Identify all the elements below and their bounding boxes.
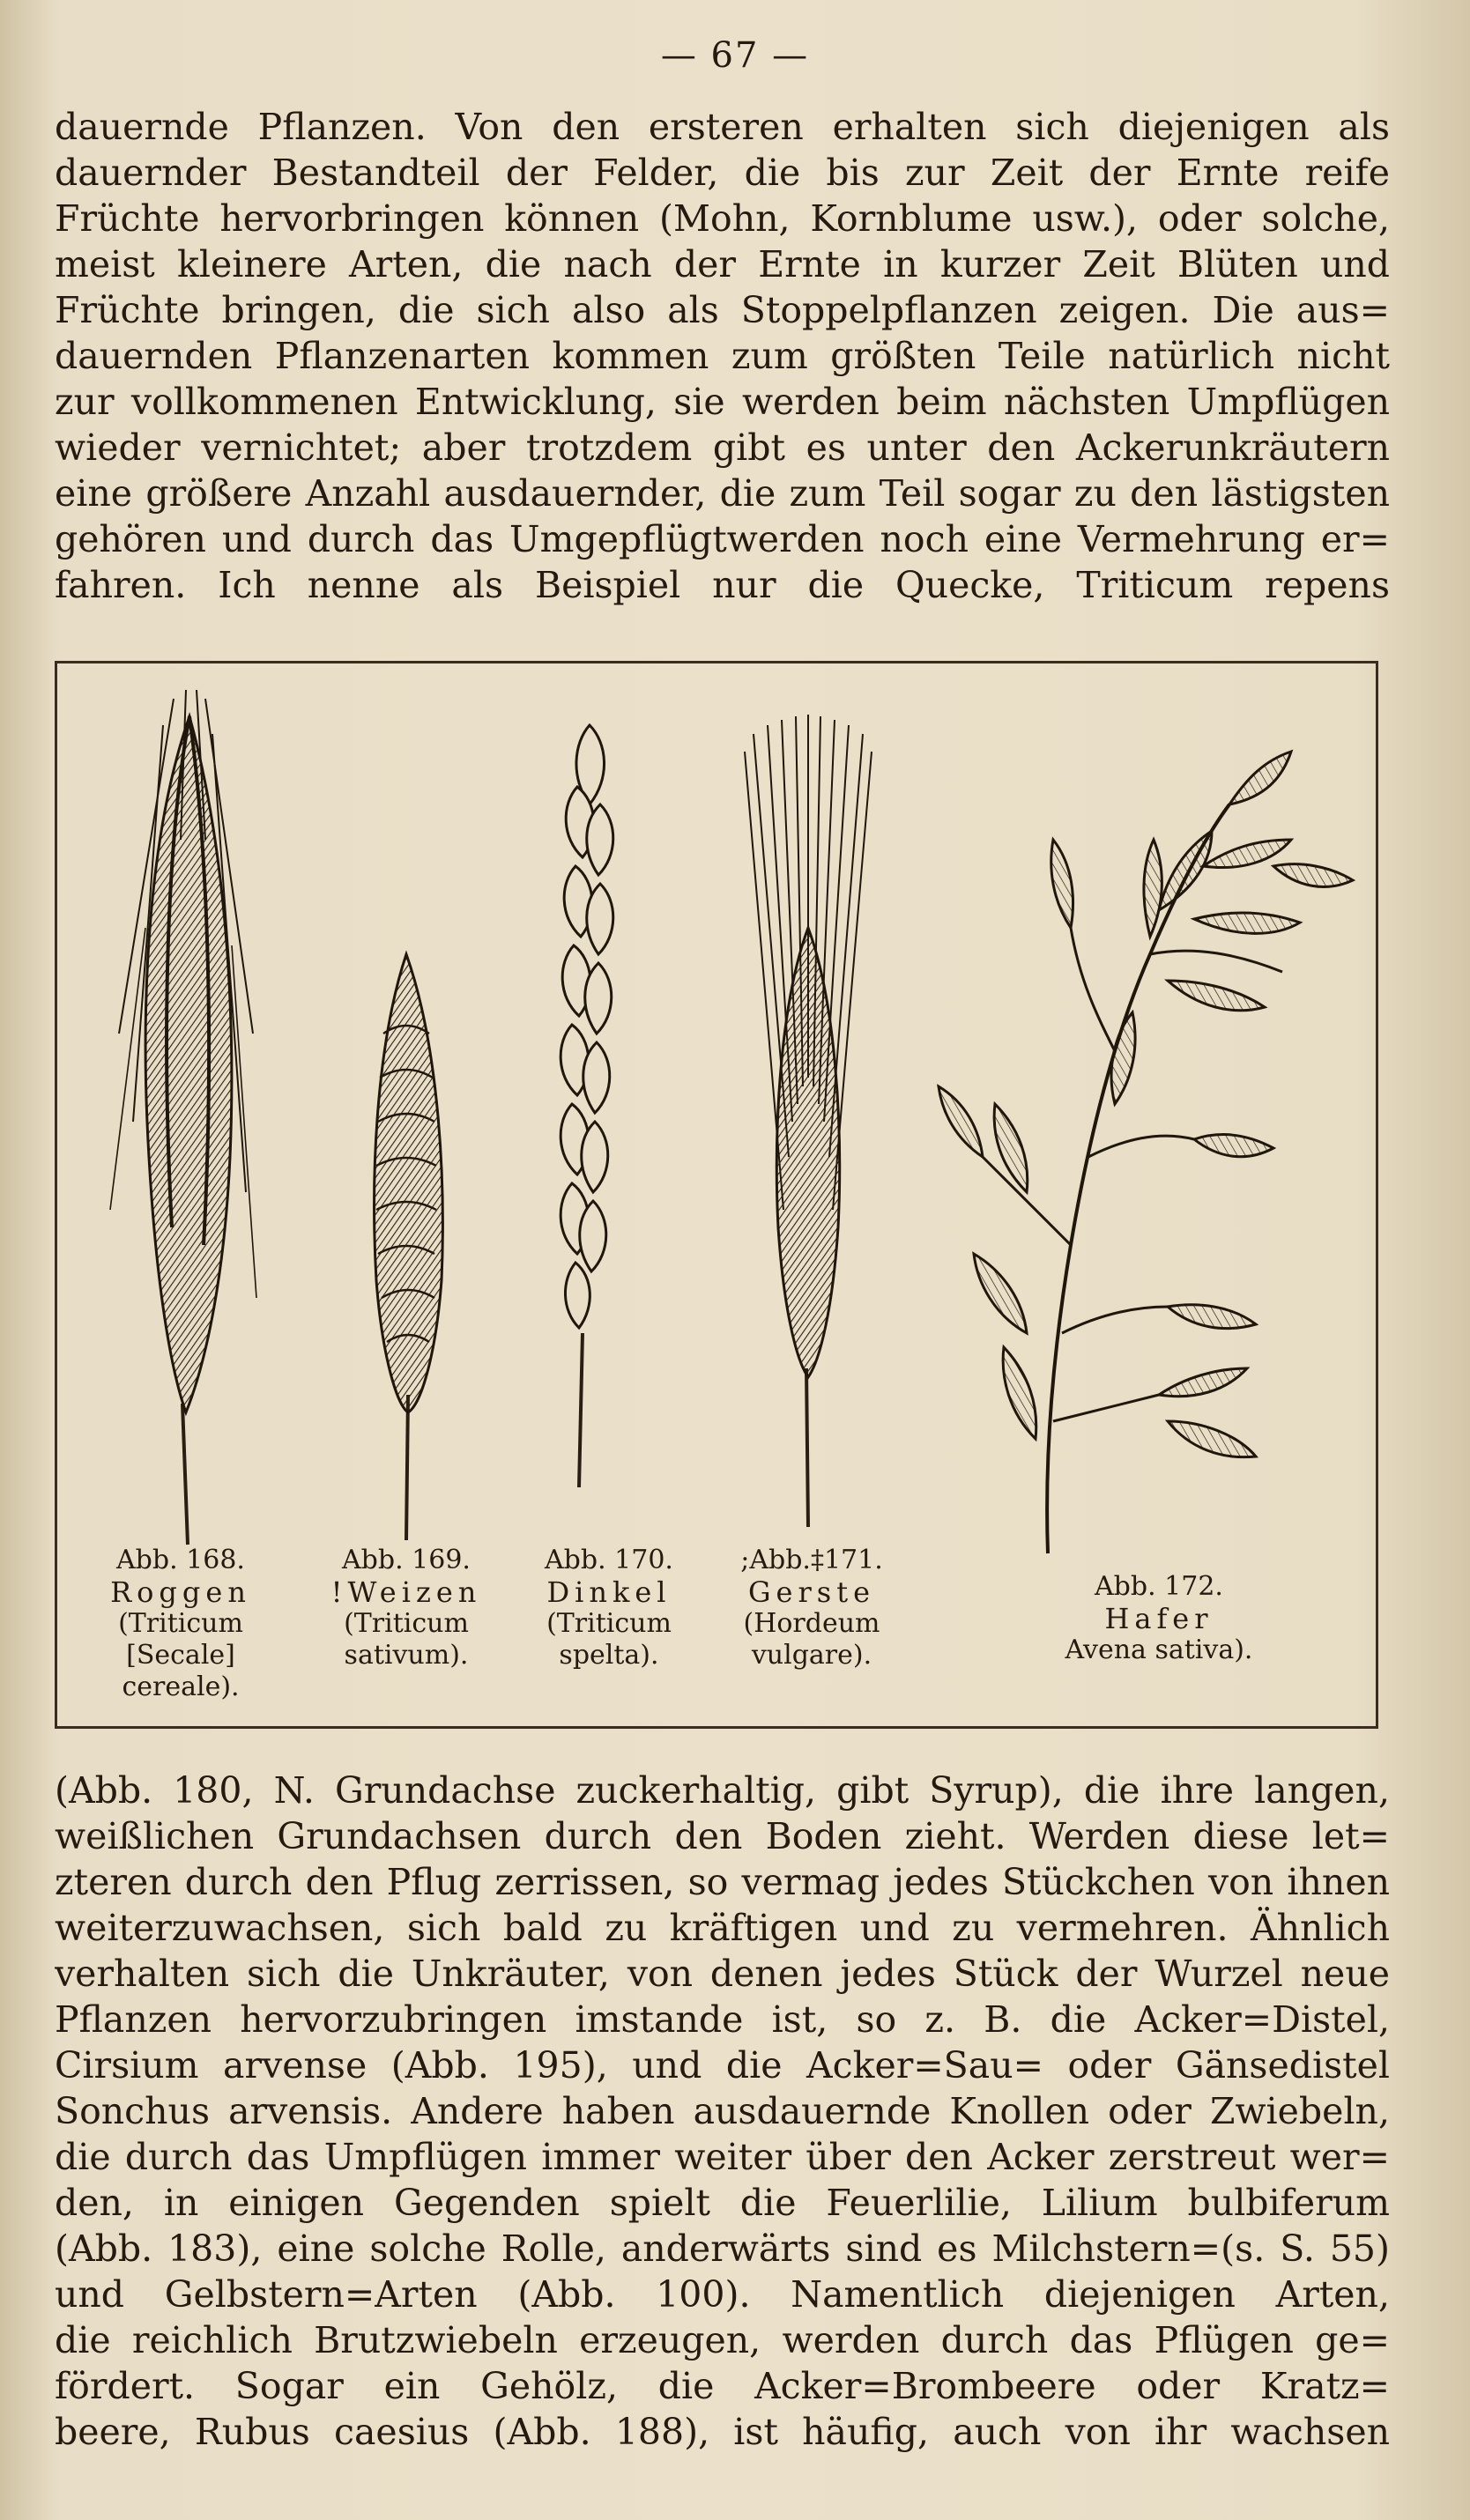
caption-latin: [Secale]	[126, 1640, 235, 1671]
text-line: zur vollkommenen Entwicklung, sie werden beim nächsten Umpflügen	[55, 381, 1390, 423]
barley-illustration	[745, 715, 872, 1527]
caption-rye	[93, 1545, 269, 1703]
caption-latin: spelta).	[559, 1640, 659, 1671]
caption-name: Roggen	[110, 1575, 251, 1609]
text-line: dauernde Pflanzen. Von den ersteren erhalten sich diejenigen als	[55, 106, 1390, 148]
text-line: dauernden Pflanzenarten kommen zum größten Teile natürlich nicht	[55, 335, 1390, 377]
caption-name: Dinkel	[546, 1575, 672, 1609]
text-line: beere, Rubus caesius (Abb. 188), ist häufig, auch von ihr wachsen	[55, 2411, 1390, 2453]
text-line: zteren durch den Pflug zerrissen, so vermag jedes Stückchen von ihnen	[55, 1861, 1390, 1903]
text-line: eine größere Anzahl ausdauernder, die zum Teil sogar zu den lästigsten	[55, 472, 1390, 515]
grain-figure	[55, 661, 1378, 1729]
caption-number: Abb. 170.	[545, 1545, 673, 1575]
text-line: Früchte bringen, die sich also als Stoppelpflanzen zeigen. Die aus=	[55, 289, 1390, 331]
text-line: wieder vernichtet; aber trotzdem gibt es unter den Ackerunkräutern	[55, 426, 1390, 469]
caption-latin: vulgare).	[751, 1640, 872, 1671]
text-line: Pflanzen hervorzubringen imstande ist, so z. B. die Acker=Distel,	[55, 1998, 1390, 2041]
caption-number: Abb. 168.	[116, 1545, 245, 1575]
caption-latin: (Triticum	[344, 1608, 469, 1639]
top-paragraph	[55, 104, 1390, 608]
page-number: — 67 —	[660, 35, 810, 76]
caption-name: Hafer	[1104, 1602, 1214, 1635]
text-line: die reichlich Brutzwiebeln erzeugen, werden durch das Pflügen ge=	[55, 2319, 1390, 2361]
caption-spelt	[521, 1545, 697, 1671]
caption-latin: sativum).	[344, 1640, 469, 1671]
caption-oat	[1044, 1571, 1273, 1666]
caption-barley	[724, 1545, 900, 1671]
text-line: fahren. Ich nenne als Beispiel nur die Quecke, Triticum repens	[55, 564, 1390, 606]
caption-number: Abb. 172.	[1095, 1571, 1223, 1602]
wheat-illustration	[375, 954, 443, 1540]
rye-illustration	[110, 690, 256, 1545]
text-line: dauernder Bestandteil der Felder, die bis zur Zeit der Ernte reife	[55, 152, 1390, 194]
text-line: den, in einigen Gegenden spielt die Feuerlilie, Lilium bulbiferum	[55, 2182, 1390, 2224]
text-line: Früchte hervorbringen können (Mohn, Kornblume usw.), oder solche,	[55, 197, 1390, 240]
caption-latin: (Hordeum	[743, 1608, 880, 1639]
text-line: meist kleinere Arten, die nach der Ernte in kurzer Zeit Blüten und	[55, 243, 1390, 285]
text-line: (Abb. 180, N. Grundachse zuckerhaltig, gibt Syrup), die ihre langen,	[55, 1769, 1390, 1812]
caption-name: Gerste	[747, 1575, 875, 1609]
text-line: Cirsium arvense (Abb. 195), und die Acker=Sau= oder Gänsedistel	[55, 2044, 1390, 2086]
text-line: und Gelbstern=Arten (Abb. 100). Namentlich diejenigen Arten,	[55, 2273, 1390, 2316]
caption-latin: (Triticum	[118, 1608, 243, 1639]
text-line: (Abb. 183), eine solche Rolle, anderwärts sind es Milchstern=(s. S. 55)	[55, 2227, 1390, 2270]
text-line: fördert. Sogar ein Gehölz, die Acker=Brombeere oder Kratz=	[55, 2365, 1390, 2407]
caption-latin: cereale).	[122, 1671, 240, 1702]
caption-name: !Weizen	[330, 1575, 482, 1609]
caption-number: ;Abb.‡171.	[740, 1545, 883, 1575]
caption-latin: (Triticum	[546, 1608, 672, 1639]
text-line: die durch das Umpflügen immer weiter über den Acker zerstreut wer=	[55, 2136, 1390, 2178]
bottom-paragraph	[55, 1768, 1390, 2455]
text-line: gehören und durch das Umgepflügtwerden noch eine Vermehrung er=	[55, 518, 1390, 560]
spelt-illustration	[561, 725, 613, 1487]
text-line: Sonchus arvensis. Andere haben ausdauernde Knollen oder Zwiebeln,	[55, 2090, 1390, 2132]
oat-illustration	[939, 752, 1353, 1553]
caption-latin: Avena sativa).	[1065, 1634, 1253, 1665]
caption-wheat	[318, 1545, 494, 1671]
caption-number: Abb. 169.	[342, 1545, 471, 1575]
text-line: weiterzuwachsen, sich bald zu kräftigen und zu vermehren. Ähnlich	[55, 1907, 1390, 1949]
text-line: weißlichen Grundachsen durch den Boden zieht. Werden diese let=	[55, 1815, 1390, 1857]
text-line: verhalten sich die Unkräuter, von denen jedes Stück der Wurzel neue	[55, 1953, 1390, 1995]
